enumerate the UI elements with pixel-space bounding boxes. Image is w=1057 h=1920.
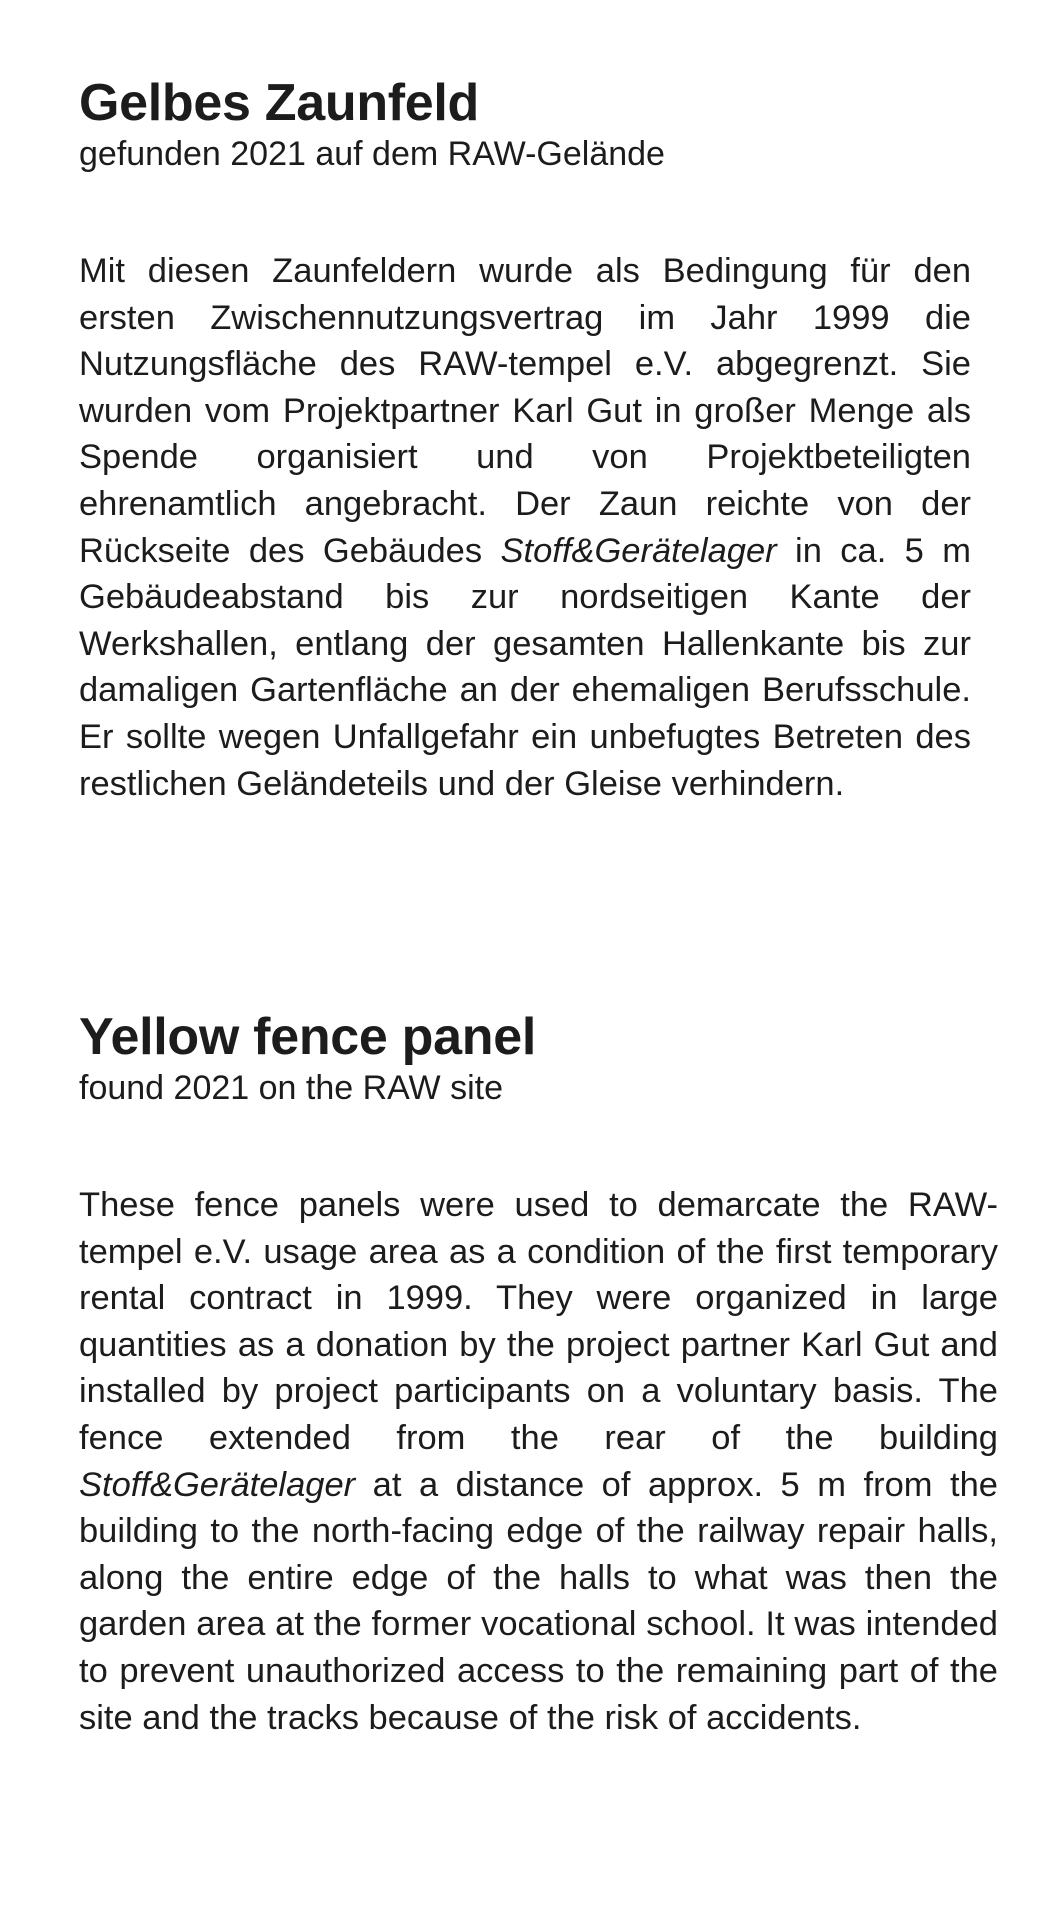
english-body: [79, 1182, 998, 1741]
german-section: [79, 72, 971, 807]
german-body-building-name: Stoff&Gerätelager: [500, 531, 777, 570]
german-body-text-2: in ca. 5 m Gebäudeabstand bis zur nordseitigen Kante der Werkshallen, entlang der gesamten Hallenkante bis zur damaligen Gartenfläche an der ehemaligen Berufsschule. Er sollte wegen Unfallgefahr ein unbefugtes Betreten des restlichen Geländeteils und der Gleise verhindern.: [79, 531, 971, 803]
english-subtitle: found 2021 on the RAW site: [79, 1069, 504, 1107]
german-body: [79, 248, 971, 807]
english-body-text-1: These fence panels were used to demarcate the RAW-tempel e.V. usage area as a condition of the first temporary rental contract in 1999. They were organized in large quantities as a donation by the project partner Karl Gut and installed by project participants on a voluntary basis. The fence extended from the rear of the building: [79, 1186, 998, 1457]
english-body-text-2: at a distance of approx. 5 m from the building to the north-facing edge of the railway repair halls, along the entire edge of the halls to what was then the garden area at the former vocational school. It was intended to prevent unauthorized access to the remaining part of the site and the tracks because of the risk of accidents.: [79, 1465, 998, 1737]
english-title: Yellow fence panel: [79, 1008, 536, 1066]
english-body-building-name: Stoff&Gerätelager: [79, 1465, 356, 1504]
german-title: Gelbes Zaunfeld: [79, 74, 480, 132]
german-body-text-1: Mit diesen Zaunfeldern wurde als Bedingung für den ersten Zwischennutzungsvertrag im Jahr 1999 die Nutzungsfläche des RAW-tempel e.V. abgegrenzt. Sie wurden vom Projektpartner Karl Gut in großer Menge als Spende organisiert und von Projektbeteiligten ehrenamtlich angebracht. Der Zaun reichte von der Rückseite des Gebäudes: [79, 252, 971, 570]
english-section: [79, 1006, 998, 1741]
german-subtitle: gefunden 2021 auf dem RAW-Gelände: [79, 135, 665, 173]
